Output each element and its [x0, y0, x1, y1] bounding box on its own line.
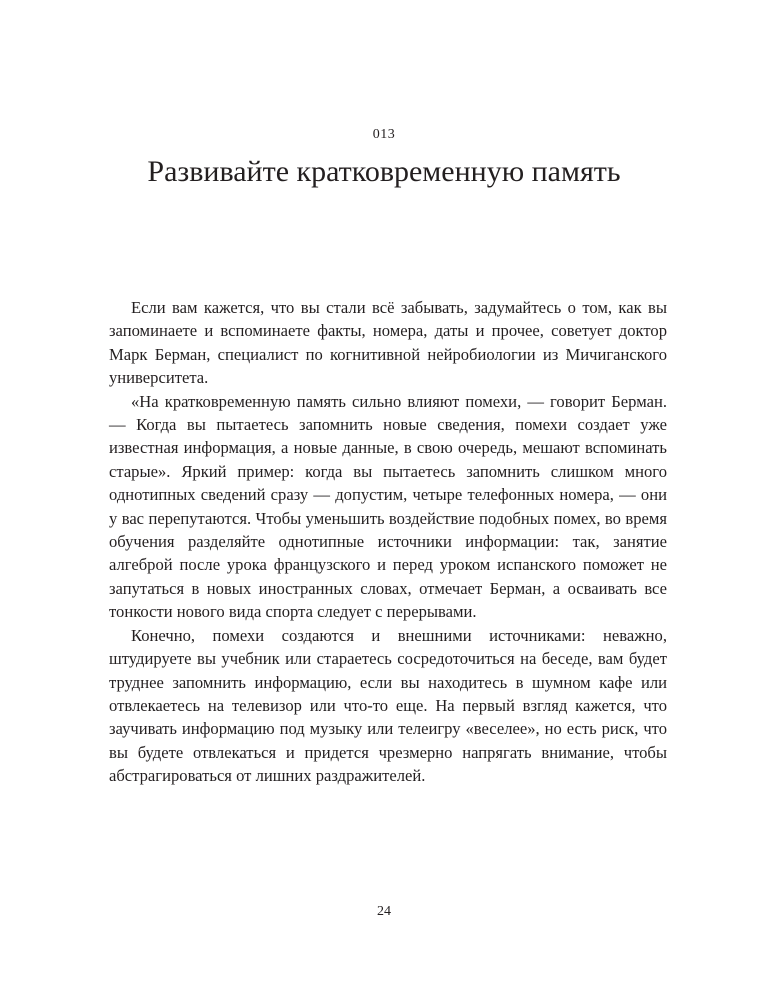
paragraph: Если вам кажется, что вы стали всё забывать, задумайтесь о том, как вы запоминаете и вспоминаете факты, номера, даты и прочее, советует доктор Марк Берман, специалист по когнитивной нейробиологии из Мичиганского университета.: [109, 298, 667, 388]
paragraph: «На кратковременную память сильно влияют помехи, — говорит Берман. — Когда вы пытаетесь запомнить новые сведения, помехи создает уже известная информация, а новые данные, в свою очередь, мешают вспоминать старые». Яркий пример: когда вы пытаетесь запомнить слишком много однотипных сведений сразу — допустим, четыре телефонных номера, — они у вас перепутаются. Чтобы уменьшить воздействие подобных помех, во время обучения разделяйте однотипные источники информации: так, занятие алгеброй после урока французского и перед уроком испанского поможет не запутаться в новых иностранных словах, отмечает Берман, а осваивать все тонкости нового вида спорта следует с перерывами.: [109, 391, 667, 622]
chapter-number: 013: [372, 127, 396, 142]
page-number: 24: [377, 904, 391, 919]
chapter-title: Развивайте кратковременную память: [147, 155, 621, 188]
paragraph: Конечно, помехи создаются и внешними источниками: неважно, штудируете вы учебник или стараетесь сосредоточиться на беседе, вам будет труднее запомнить информацию, если вы находитесь в шумном кафе или отвлекаетесь на телевизор или что-то еще. На первый взгляд кажется, что заучивать информацию под музыку или телеигру «веселее», но есть риск, что вы будете отвлекаться и придется чрезмерно напрягать внимание, чтобы абстрагироваться от лишних раздражителей.: [109, 625, 667, 786]
body-text: [109, 296, 667, 788]
